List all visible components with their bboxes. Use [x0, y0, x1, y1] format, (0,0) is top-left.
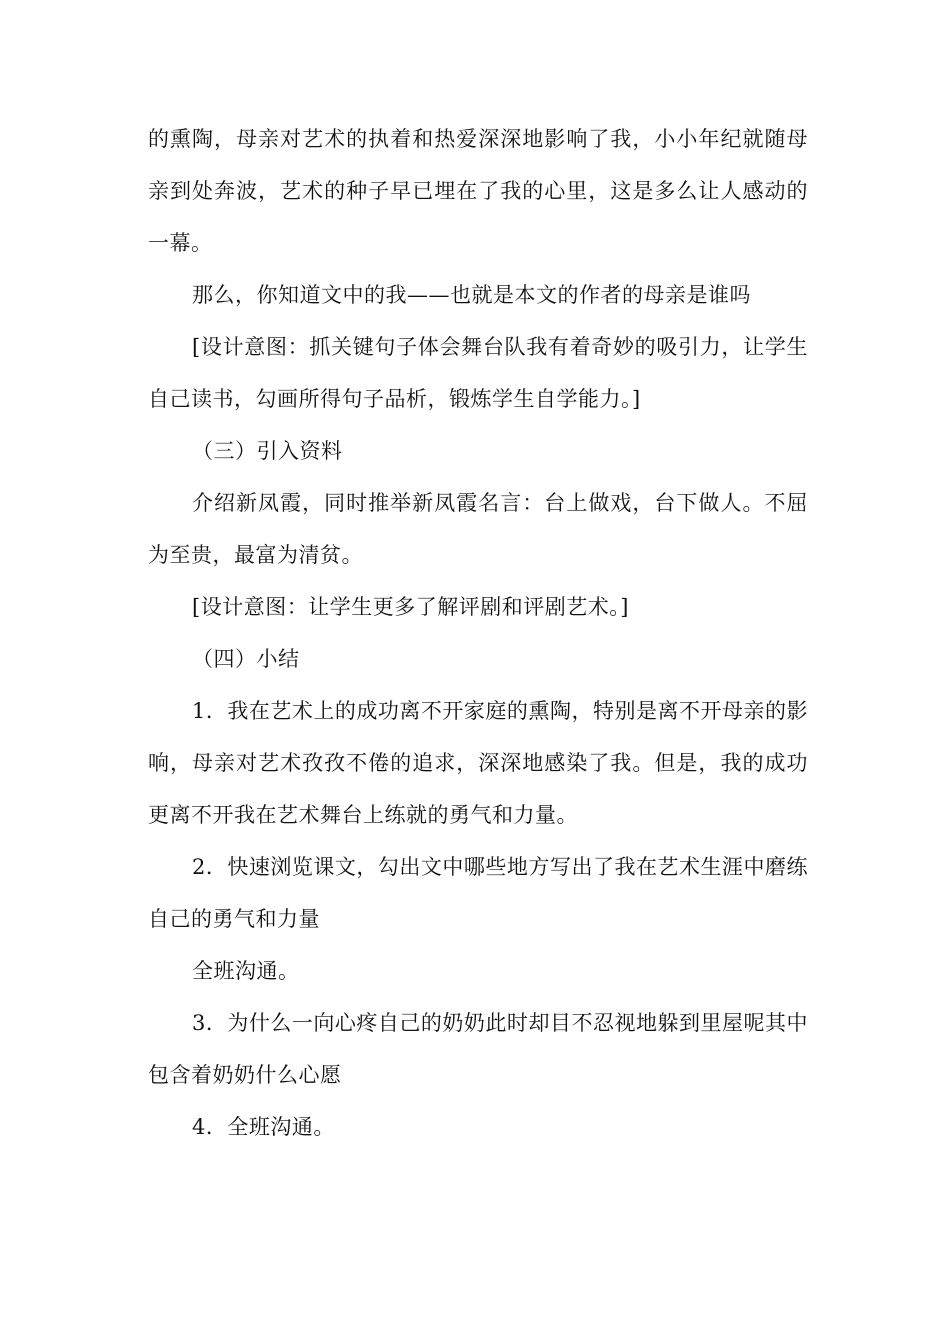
list-item-3: 3．为什么一向心疼自己的奶奶此时却目不忍视地躲到里屋呢其中包含着奶奶什么心愿 — [148, 1011, 808, 1087]
body-text — [148, 113, 808, 1153]
paragraph-1: 的熏陶，母亲对艺术的执着和热爱深深地影响了我，小小年纪就随母亲到处奔波，艺术的种子早已埋在了我的心里，这是多么让人感动的一幕。 — [148, 127, 808, 255]
section-heading-3: （三）引入资料 — [192, 439, 343, 463]
section-heading-4: （四）小结 — [192, 647, 300, 671]
paragraph-6: [设计意图：让学生更多了解评剧和评剧艺术。] — [192, 595, 629, 619]
list-item-1: 1．我在艺术上的成功离不开家庭的熏陶，特别是离不开母亲的影响，母亲对艺术孜孜不倦的追求，深深地感染了我。但是，我的成功更离不开我在艺术舞台上练就的勇气和力量。 — [148, 699, 808, 827]
paragraph-2: 那么，你知道文中的我——也就是本文的作者的母亲是谁吗 — [192, 283, 751, 307]
list-item-2: 2．快速浏览课文，勾出文中哪些地方写出了我在艺术生涯中磨练自己的勇气和力量 — [148, 855, 808, 931]
paragraph-3: [设计意图：抓关键句子体会舞台队我有着奇妙的吸引力，让学生自己读书，勾画所得句子品析，锻炼学生自学能力。] — [148, 335, 808, 411]
list-item-4: 4．全班沟通。 — [192, 1115, 335, 1139]
paragraph-5: 介绍新凤霞，同时推举新凤霞名言：台上做戏，台下做人。不屈为至贵，最富为清贫。 — [148, 491, 808, 567]
paragraph-10: 全班沟通。 — [192, 959, 300, 983]
